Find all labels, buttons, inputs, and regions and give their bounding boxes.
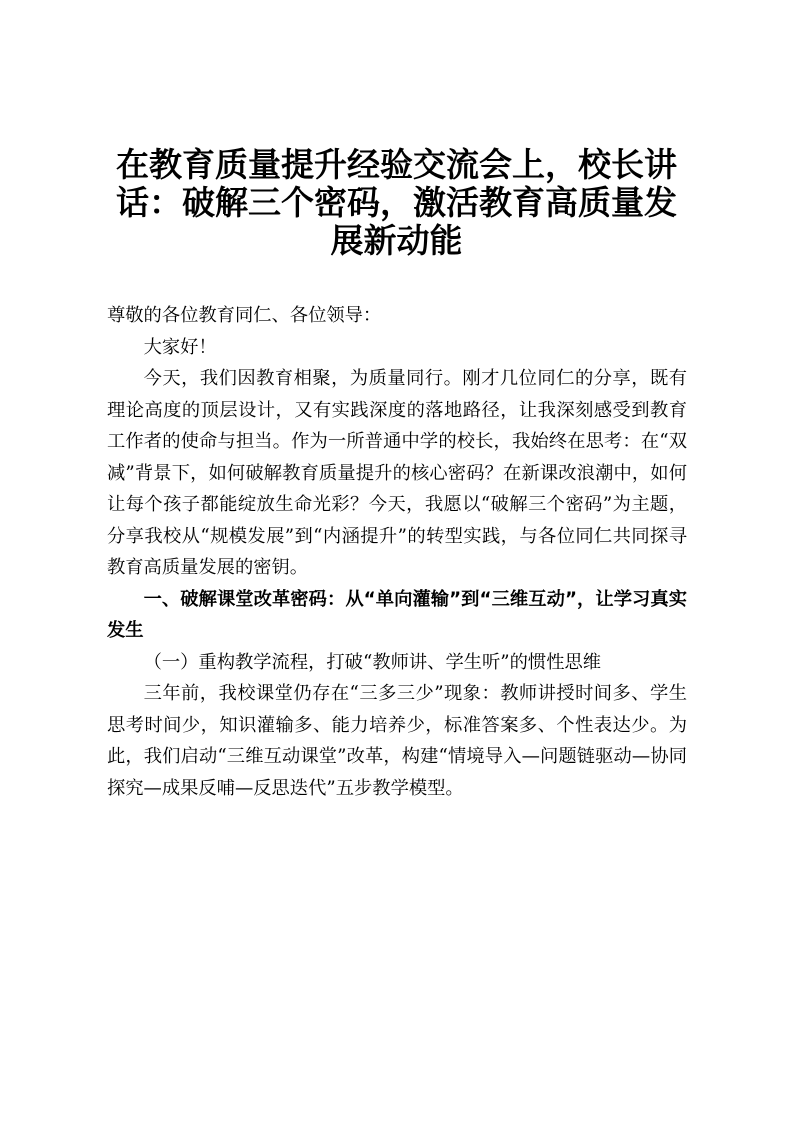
subsection-heading: （一）重构教学流程，打破“教师讲、学生听”的惯性思维	[143, 651, 602, 673]
body-paragraph: 三年前，我校课堂仍存在“三多三少”现象：教师讲授时间多、学生思考时间少，知识灌输多、能力培养少，标准答案多、个性表达少。为此，我们启动“三维互动课堂”改革，构建“情境导入—问题链驱动—协同探究—成果反哺—反思迭代”五步教学模型。	[107, 683, 687, 799]
section-heading: 一、破解课堂改革密码：从“单向灌输”到“三维互动”，让学习真实发生	[107, 588, 687, 641]
document-title: 在教育质量提升经验交流会上，校长讲话：破解三个密码，激活教育高质量发展新动能	[116, 145, 677, 260]
document-body	[107, 300, 687, 804]
salutation: 尊敬的各位教育同仁、各位领导：	[107, 305, 382, 326]
greeting: 大家好！	[143, 336, 217, 358]
intro-paragraph: 今天，我们因教育相聚，为质量同行。刚才几位同仁的分享，既有理论高度的顶层设计，又有实践深度的落地路径，让我深刻感受到教育工作者的使命与担当。作为一所普通中学的校长，我始终在思考：在“双减”背景下，如何破解教育质量提升的核心密码？在新课改浪潮中，如何让每个孩子都能绽放生命光彩？今天，我愿以“破解三个密码”为主题，分享我校从“规模发展”到“内涵提升”的转型实践，与各位同仁共同探寻教育高质量发展的密钥。	[107, 368, 687, 578]
